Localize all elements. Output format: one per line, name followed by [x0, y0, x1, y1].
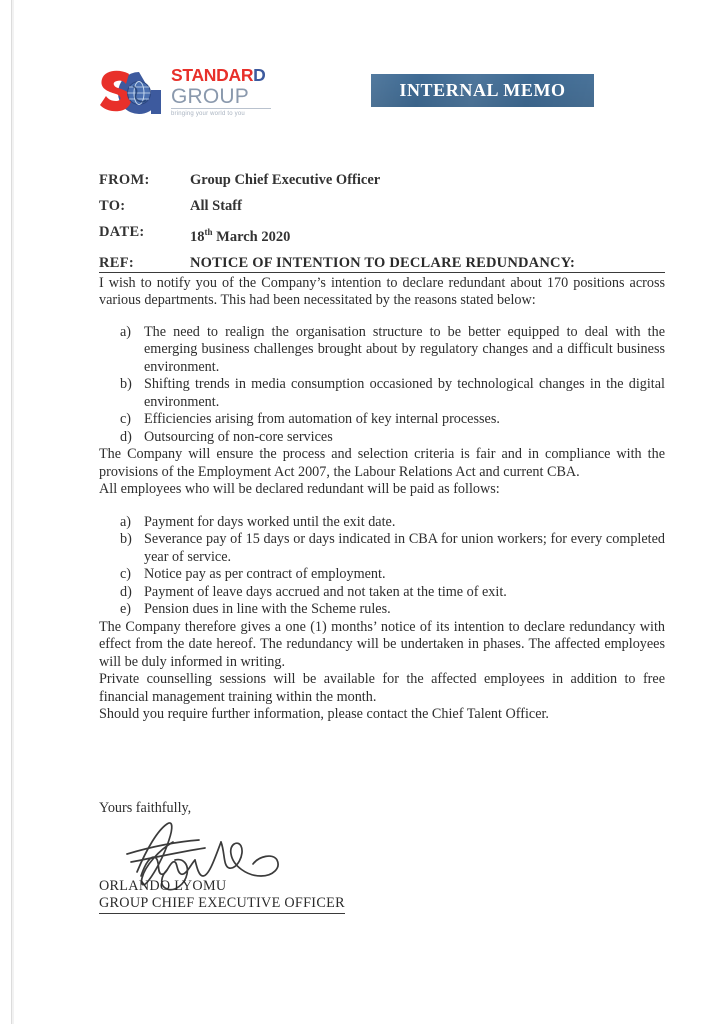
meta-date-rest: March 2020 [212, 228, 291, 245]
list-marker: b) [120, 531, 132, 548]
internal-memo-banner-label: INTERNAL MEMO [399, 80, 566, 100]
list-item [99, 411, 665, 429]
list-item [99, 601, 665, 619]
list-marker: a) [120, 513, 132, 530]
list-marker: d) [120, 428, 132, 445]
meta-date-day: 18 [190, 228, 205, 245]
list-marker: c) [120, 411, 132, 428]
list-marker: e) [120, 601, 132, 618]
internal-memo-banner [371, 74, 594, 107]
meta-label-ref [99, 255, 190, 275]
meta-row-from [99, 172, 665, 198]
meta-label-from: FROM: [99, 172, 150, 188]
memo-content [99, 172, 665, 724]
signature-closing: Yours faithfully, [99, 800, 192, 816]
paragraph-payment-intro: All employees who will be declared redundant will be paid as follows: [99, 481, 500, 498]
logo-word-standard-accent: D [253, 65, 266, 85]
list-text: Efficiencies arising from automation of key internal processes. [144, 411, 500, 428]
meta-label-ref-text: REF: [99, 255, 190, 273]
list-item [99, 584, 665, 602]
paragraph-intro: I wish to notify you of the Company’s intention to declare redundant about 170 positions across various departments. This had been necessitated by the reasons stated below: [99, 274, 665, 309]
standard-group-logo [99, 66, 274, 124]
list-text: Outsourcing of non-core services [144, 428, 333, 445]
logo-word-group: GROUP [171, 85, 250, 108]
list-text: Shifting trends in media consumption occasioned by technological changes in the digital environment. [144, 376, 665, 410]
paragraph-contact: Should you require further information, please contact the Chief Talent Officer. [99, 706, 549, 723]
paragraph-compliance: The Company will ensure the process and selection criteria is fair and in compliance with the provisions of the Employment Act 2007, the Labour Relations Act and current CBA. [99, 446, 665, 480]
list-item [99, 531, 665, 566]
meta-value-from: Group Chief Executive Officer [190, 172, 381, 188]
list-text: Payment for days worked until the exit date. [144, 513, 396, 530]
list-payment-terms [99, 514, 665, 619]
document-header [0, 0, 723, 150]
list-text: Payment of leave days accrued and not taken at the time of exit. [144, 583, 507, 600]
list-item [99, 429, 665, 447]
meta-row-to [99, 198, 665, 224]
list-item [99, 514, 665, 532]
meta-value-ref-text: NOTICE OF INTENTION TO DECLARE REDUNDANCY: [190, 255, 665, 273]
meta-label-to: TO: [99, 198, 126, 214]
list-redundancy-reasons [99, 324, 665, 447]
standard-group-globe-icon [99, 68, 177, 120]
logo-tagline: bringing your world to you [171, 111, 245, 117]
list-text: Pension dues in line with the Scheme rules. [144, 601, 391, 618]
meta-row-ref [99, 255, 665, 275]
signature-block [99, 800, 499, 911]
signatory-title: GROUP CHIEF EXECUTIVE OFFICER [99, 895, 345, 914]
list-item [99, 566, 665, 584]
meta-value-to: All Staff [190, 198, 242, 214]
list-item [99, 324, 665, 377]
list-marker: a) [120, 323, 132, 340]
list-marker: c) [120, 566, 132, 583]
list-item [99, 376, 665, 411]
standard-group-wordmark [171, 66, 276, 118]
list-text: Severance pay of 15 days or days indicated in CBA for union workers; for every completed year of service. [144, 531, 665, 565]
meta-value-date [190, 224, 665, 255]
logo-divider [171, 108, 271, 109]
meta-value-ref [190, 255, 665, 275]
list-text: Notice pay as per contract of employment. [144, 566, 386, 583]
paragraph-notice-period: The Company therefore gives a one (1) months’ notice of its intention to declare redundancy with effect from the date hereof. The redundancy will be undertaken in phases. The affected employees will be duly informed in writing. [99, 618, 665, 670]
meta-date-ordinal: th [204, 227, 213, 237]
memo-meta-table [99, 172, 665, 275]
meta-row-date [99, 224, 665, 255]
list-marker: d) [120, 583, 132, 600]
signatory-name: ORLANDO LYOMU [99, 878, 227, 894]
paragraph-counselling: Private counselling sessions will be available for the affected employees in addition to free financial management training within the month. [99, 671, 665, 705]
list-marker: b) [120, 376, 132, 393]
list-text: The need to realign the organisation structure to be better equipped to deal with the emerging business challenges brought about by regulatory changes and a difficult business environment. [144, 323, 665, 375]
logo-word-standard: STANDARD [171, 65, 266, 85]
meta-label-date: DATE: [99, 224, 145, 240]
